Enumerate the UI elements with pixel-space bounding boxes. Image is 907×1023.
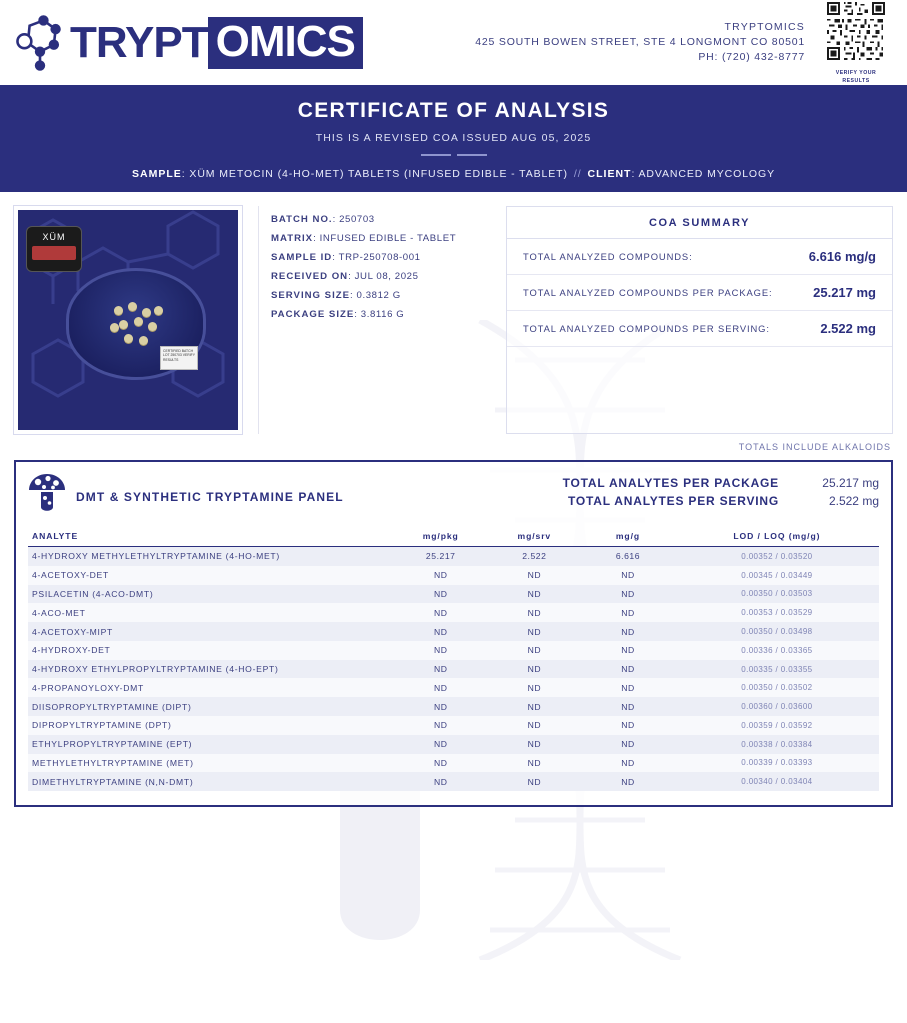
- analyte-panel: [14, 460, 893, 807]
- panel-total-package-value: 25.217 mg: [822, 476, 879, 490]
- cell-mgg: ND: [621, 664, 635, 675]
- cell-analyte: DIISOPROPYLTRYPTAMINE (DIPT): [32, 701, 192, 712]
- summary-row: [507, 275, 892, 311]
- cell-mgg: ND: [621, 776, 635, 787]
- qr-code-icon[interactable]: [825, 0, 887, 62]
- batch-label: SAMPLE ID: [271, 252, 333, 263]
- sample-label: SAMPLE: [132, 168, 182, 180]
- cell-lodloq: 0.00352 / 0.03520: [741, 551, 813, 561]
- photo-sticker-label: CERTIFIED BATCH LOT 250703 VERIFY RESULTS: [160, 346, 198, 370]
- cell-lodloq: 0.00340 / 0.03404: [741, 777, 813, 787]
- client-label: CLIENT: [587, 168, 632, 180]
- batch-details: [258, 206, 490, 434]
- tablet: [148, 322, 157, 331]
- tin-brand-text: XÜM: [42, 232, 66, 242]
- summary-value: 6.616 mg/g: [808, 249, 876, 264]
- cell-lodloq: 0.00350 / 0.03498: [741, 627, 813, 637]
- col-header-lodloq: LOD / LOQ (mg/g): [675, 526, 879, 547]
- summary-label: TOTAL ANALYZED COMPOUNDS PER SERVING:: [523, 323, 770, 334]
- analyte-table-head: [28, 526, 879, 547]
- cell-analyte: DIPROPYLTRYPTAMINE (DPT): [32, 720, 172, 731]
- table-row: [28, 603, 879, 622]
- cell-mgg: ND: [621, 757, 635, 768]
- company-name: TRYPTOMICS: [724, 20, 805, 33]
- batch-row: [271, 214, 478, 225]
- cell-analyte: DIMETHYLTRYPTAMINE (N,N-DMT): [32, 776, 194, 787]
- table-row: [28, 585, 879, 604]
- cell-lodloq: 0.00360 / 0.03600: [741, 702, 813, 712]
- logo-text-tryp: TRYPT: [70, 17, 208, 67]
- table-row: [28, 660, 879, 679]
- cell-lodloq: 0.00359 / 0.03592: [741, 720, 813, 730]
- cell-mgg: 6.616: [615, 551, 641, 562]
- cell-analyte: 4-HYDROXY ETHYLPROPYLTRYPTAMINE (4-HO-EPT): [32, 664, 279, 675]
- batch-value: : 250703: [332, 214, 375, 225]
- analyte-table: [28, 526, 879, 791]
- panel-title: DMT & SYNTHETIC TRYPTAMINE PANEL: [76, 490, 344, 504]
- cell-mgsrv: ND: [527, 607, 542, 618]
- cell-mgsrv: ND: [527, 720, 542, 731]
- title-divider: [414, 154, 494, 156]
- cell-lodloq: 0.00345 / 0.03449: [741, 570, 813, 580]
- cell-mgpkg: ND: [433, 645, 448, 656]
- qr-caption-line1: VERIFY YOUR: [835, 69, 877, 76]
- table-row: [28, 697, 879, 716]
- cell-lodloq: 0.00338 / 0.03384: [741, 739, 813, 749]
- summary-row: [507, 239, 892, 275]
- tin-label-bar: [32, 246, 76, 260]
- table-row: [28, 772, 879, 791]
- col-header-mgg: mg/g: [581, 526, 675, 547]
- cell-mgsrv: ND: [527, 570, 542, 581]
- table-row: [28, 641, 879, 660]
- cell-lodloq: 0.00335 / 0.03355: [741, 664, 813, 674]
- batch-label: SERVING SIZE: [271, 290, 350, 301]
- analyte-table-body: [28, 547, 879, 792]
- batch-row: [271, 290, 478, 301]
- line-separator: //: [573, 168, 582, 180]
- batch-value: : 3.8116 G: [354, 309, 405, 320]
- cell-mgpkg: 25.217: [425, 551, 456, 562]
- batch-label: PACKAGE SIZE: [271, 309, 355, 320]
- tablet: [110, 323, 119, 332]
- qr-caption: [819, 70, 893, 86]
- header-contact-block: [363, 20, 819, 66]
- table-row: [28, 547, 879, 566]
- cell-mgpkg: ND: [433, 776, 448, 787]
- revision-notice: THIS IS A REVISED COA ISSUED AUG 05, 2025: [315, 132, 592, 144]
- cell-lodloq: 0.00336 / 0.03365: [741, 645, 813, 655]
- summary-label: TOTAL ANALYZED COMPOUNDS PER PACKAGE:: [523, 287, 773, 298]
- tablet: [139, 336, 148, 345]
- panel-header: [28, 472, 879, 514]
- cell-analyte: METHYLETHYLTRYPTAMINE (MET): [32, 757, 194, 768]
- coa-summary-title: COA SUMMARY: [507, 207, 892, 239]
- panel-total-package-label: TOTAL ANALYTES PER PACKAGE: [562, 476, 779, 490]
- table-row: [28, 566, 879, 585]
- cell-mgsrv: ND: [527, 701, 542, 712]
- summary-row: [507, 311, 892, 347]
- cell-analyte: 4-ACETOXY-MIPT: [32, 626, 113, 637]
- logo-text-omics: OMICS: [208, 17, 363, 69]
- cell-analyte: ETHYLPROPYLTRYPTAMINE (EPT): [32, 739, 193, 750]
- summary-value: 2.522 mg: [820, 321, 876, 336]
- panel-total-serving-row: [563, 494, 879, 508]
- cell-mgsrv: ND: [527, 757, 542, 768]
- tablet: [134, 317, 143, 326]
- cell-mgsrv: ND: [527, 645, 542, 656]
- panel-title-group: [28, 472, 344, 514]
- coa-summary-card: [506, 206, 893, 434]
- client-value: : ADVANCED MYCOLOGY: [631, 168, 775, 180]
- cell-mgsrv: ND: [527, 776, 542, 787]
- cell-lodloq: 0.00350 / 0.03502: [741, 683, 813, 693]
- cell-analyte: 4-HYDROXY-DET: [32, 645, 111, 656]
- batch-value: : JUL 08, 2025: [348, 271, 419, 282]
- cell-mgg: ND: [621, 626, 635, 637]
- totals-footnote: TOTALS INCLUDE ALKALOIDS: [738, 442, 891, 452]
- sample-value: : XÜM METOCIN (4-HO-MET) TABLETS (INFUSED EDIBLE - TABLET): [181, 168, 568, 180]
- cell-lodloq: 0.00339 / 0.03393: [741, 758, 813, 768]
- cell-mgg: ND: [621, 701, 635, 712]
- cell-mgpkg: ND: [433, 626, 448, 637]
- panel-totals: [563, 472, 879, 512]
- batch-row: [271, 271, 478, 282]
- sample-photo: [14, 206, 242, 434]
- company-address: 425 SOUTH BOWEN STREET, STE 4 LONGMONT CO 80501: [475, 35, 805, 48]
- batch-value: : INFUSED EDIBLE - TABLET: [313, 233, 457, 244]
- cell-analyte: 4-ACO-MET: [32, 607, 86, 618]
- cell-mgg: ND: [621, 739, 635, 750]
- table-row: [28, 716, 879, 735]
- panel-total-serving-label: TOTAL ANALYTES PER SERVING: [567, 494, 779, 508]
- cell-mgsrv: ND: [527, 588, 542, 599]
- cell-analyte: 4-HYDROXY METHYLETHYLTRYPTAMINE (4-HO-MET): [32, 551, 280, 562]
- batch-row: [271, 233, 478, 244]
- page-title: CERTIFICATE OF ANALYSIS: [297, 99, 610, 122]
- table-row: [28, 622, 879, 641]
- cell-mgsrv: ND: [527, 626, 542, 637]
- table-row: [28, 735, 879, 754]
- batch-value: : 0.3812 G: [350, 290, 401, 301]
- cell-mgpkg: ND: [433, 701, 448, 712]
- table-header-row: [28, 526, 879, 547]
- panel-total-package-row: [563, 476, 879, 490]
- cell-mgpkg: ND: [433, 607, 448, 618]
- tablet: [142, 308, 151, 317]
- cell-mgpkg: ND: [433, 739, 448, 750]
- cell-mgg: ND: [621, 720, 635, 731]
- cell-analyte: PSILACETIN (4-ACO-DMT): [32, 588, 154, 599]
- summary-value: 25.217 mg: [813, 285, 876, 300]
- cell-mgpkg: ND: [433, 720, 448, 731]
- cell-mgpkg: ND: [433, 588, 448, 599]
- cell-mgpkg: ND: [433, 757, 448, 768]
- col-header-analyte: ANALYTE: [28, 526, 394, 547]
- sample-client-line: [0, 168, 907, 180]
- cell-mgsrv: ND: [527, 664, 542, 675]
- cell-mgpkg: ND: [433, 664, 448, 675]
- table-row: [28, 754, 879, 773]
- cell-mgsrv: ND: [527, 739, 542, 750]
- cell-mgg: ND: [621, 607, 635, 618]
- cell-mgsrv: ND: [527, 682, 542, 693]
- mushroom-icon: [28, 472, 66, 514]
- batch-row: [271, 309, 478, 320]
- batch-row: [271, 252, 478, 263]
- table-row: [28, 678, 879, 697]
- summary-label: TOTAL ANALYZED COMPOUNDS:: [523, 251, 693, 262]
- qr-verify-block[interactable]: [819, 0, 893, 85]
- cell-analyte: 4-PROPANOYLOXY-DMT: [32, 682, 144, 693]
- cell-lodloq: 0.00350 / 0.03503: [741, 589, 813, 599]
- cell-mgg: ND: [621, 588, 635, 599]
- title-band: [0, 85, 907, 192]
- batch-value: : TRP-250708-001: [332, 252, 421, 263]
- company-phone: PH: (720) 432-8777: [698, 51, 805, 64]
- col-header-mgpkg: mg/pkg: [394, 526, 488, 547]
- cell-mgg: ND: [621, 645, 635, 656]
- document-header: [0, 0, 907, 85]
- tablet: [124, 334, 133, 343]
- brand-logo: [14, 15, 363, 71]
- tablet: [119, 320, 128, 329]
- tablet: [154, 306, 163, 315]
- batch-label: MATRIX: [271, 233, 314, 244]
- panel-total-serving-value: 2.522 mg: [828, 494, 879, 508]
- batch-label: RECEIVED ON: [271, 271, 349, 282]
- molecule-logo-icon: [14, 15, 66, 71]
- cell-lodloq: 0.00353 / 0.03529: [741, 608, 813, 618]
- info-section: [0, 192, 907, 434]
- cell-mgpkg: ND: [433, 682, 448, 693]
- batch-label: BATCH NO.: [271, 214, 333, 225]
- cell-analyte: 4-ACETOXY-DET: [32, 570, 109, 581]
- cell-mgg: ND: [621, 570, 635, 581]
- col-header-mgsrv: mg/srv: [488, 526, 582, 547]
- tablet: [128, 302, 137, 311]
- cell-mgpkg: ND: [433, 570, 448, 581]
- tablet: [114, 306, 123, 315]
- qr-caption-line2: RESULTS: [842, 77, 870, 84]
- product-tin: [26, 226, 82, 272]
- cell-mgg: ND: [621, 682, 635, 693]
- cell-mgsrv: 2.522: [522, 551, 547, 562]
